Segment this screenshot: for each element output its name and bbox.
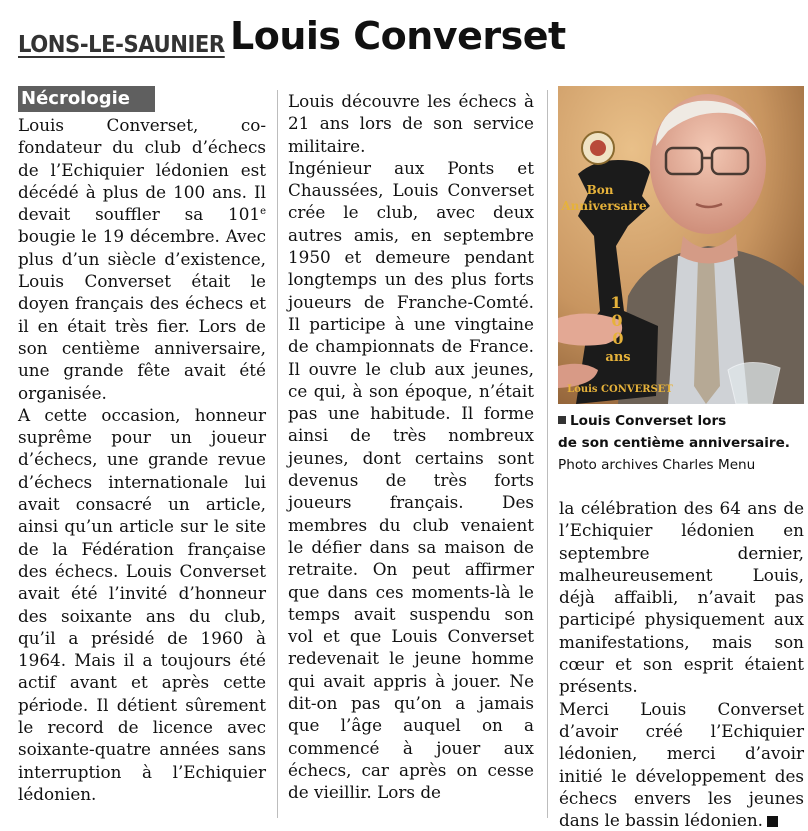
photo-credit: Photo archives Charles Menu xyxy=(558,457,756,473)
photo-illustration xyxy=(558,86,804,404)
end-mark-icon xyxy=(767,816,778,827)
plaque-text-bon: Bon xyxy=(586,183,614,197)
photo-caption xyxy=(558,410,804,476)
caption-bullet-icon xyxy=(558,416,566,424)
text-column-2 xyxy=(288,90,534,804)
plaque-digit-2: 0 xyxy=(611,311,623,330)
plaque-text-ans: ans xyxy=(605,350,631,365)
plaque-digit-1: 1 xyxy=(610,293,622,312)
closing-text: Merci Louis Converset d’avoir créé l’Echiquier lédonien, merci d’avoir initié le développement des échecs envers les jeunes dans le bassin lédonien. xyxy=(559,698,804,831)
caption-line-1: Louis Converset lors xyxy=(570,413,727,429)
section-label: Nécrologie xyxy=(18,86,155,112)
city-label: LONS-LE-SAUNIER xyxy=(18,32,225,58)
article-header xyxy=(18,14,243,62)
column-divider xyxy=(547,90,548,818)
article-photo xyxy=(558,86,804,404)
paragraph xyxy=(559,698,804,831)
article-title: Louis Converset xyxy=(230,14,566,58)
paragraph: Ingénieur aux Ponts et Chaussées, Louis Converset crée le club, avec deux autres amis, en septembre 1950 et demeure pendant longtemps un des plus forts joueurs de Franche-Comté. Il participe à une vingtaine de championnats de France. Il ouvre le club aux jeunes, ce qui, à son époque, n’était pas une habitude. Il forme ainsi de très nombreux jeunes, dont certains sont devenus de très forts joueurs français. Des membres du club venaient le défier dans sa maison de retraite. On peut affirmer que dans ces moments-là le temps avait suspendu son vol et que Louis Converset redevenait le jeune homme qui avait appris à jouer. Ne dit-on pas qu’on a jamais que l’âge auquel on a commencé à jouer aux échecs, car après on cesse de vieillir. Lors de xyxy=(288,157,534,803)
text-column-3 xyxy=(559,497,804,831)
plaque-digit-3: 0 xyxy=(612,329,624,348)
paragraph: Louis Converset, co-fondateur du club d’échecs de l’Echiquier lédonien est décédé à plus de 100 ans. Il devait souffler sa 101e bougie le 19 décembre. Avec plus d’un siècle d’existence, Louis Converset était le doyen français des échecs et il en était très fier. Lors de son centième anniversaire, une grande fête avait été organisée. xyxy=(18,115,266,403)
plaque-text-name: Louis CONVERSET xyxy=(567,384,673,395)
caption-line-2: de son centième anniversaire. xyxy=(558,435,790,451)
column-divider xyxy=(277,90,278,818)
plaque-text-anniversaire: Anniversaire xyxy=(561,199,647,213)
paragraph: la célébration des 64 ans de l’Echiquier lédonien en septembre dernier, malheureusement Louis, déjà affaibli, n’avait pas participé physiquement aux manifestations, mais son cœur et son esprit étaient présents. xyxy=(559,498,804,697)
paragraph: Louis découvre les échecs à 21 ans lors de son service militaire. xyxy=(288,91,534,156)
text-column-1 xyxy=(18,114,266,805)
paragraph: A cette occasion, honneur suprême pour un joueur d’échecs, une grande revue d’échecs internationale lui avait consacré un article, ainsi qu’un article sur le site de la Fédération française des échecs. Louis Converset avait été l’invité d’honneur des soixante ans du club, qu’il a présidé de 1960 à 1964. Mais il a toujours été actif avant et après cette période. Il détient sûrement le record de licence avec soixante-quatre années sans interruption à l’Echiquier lédonien. xyxy=(18,404,266,804)
